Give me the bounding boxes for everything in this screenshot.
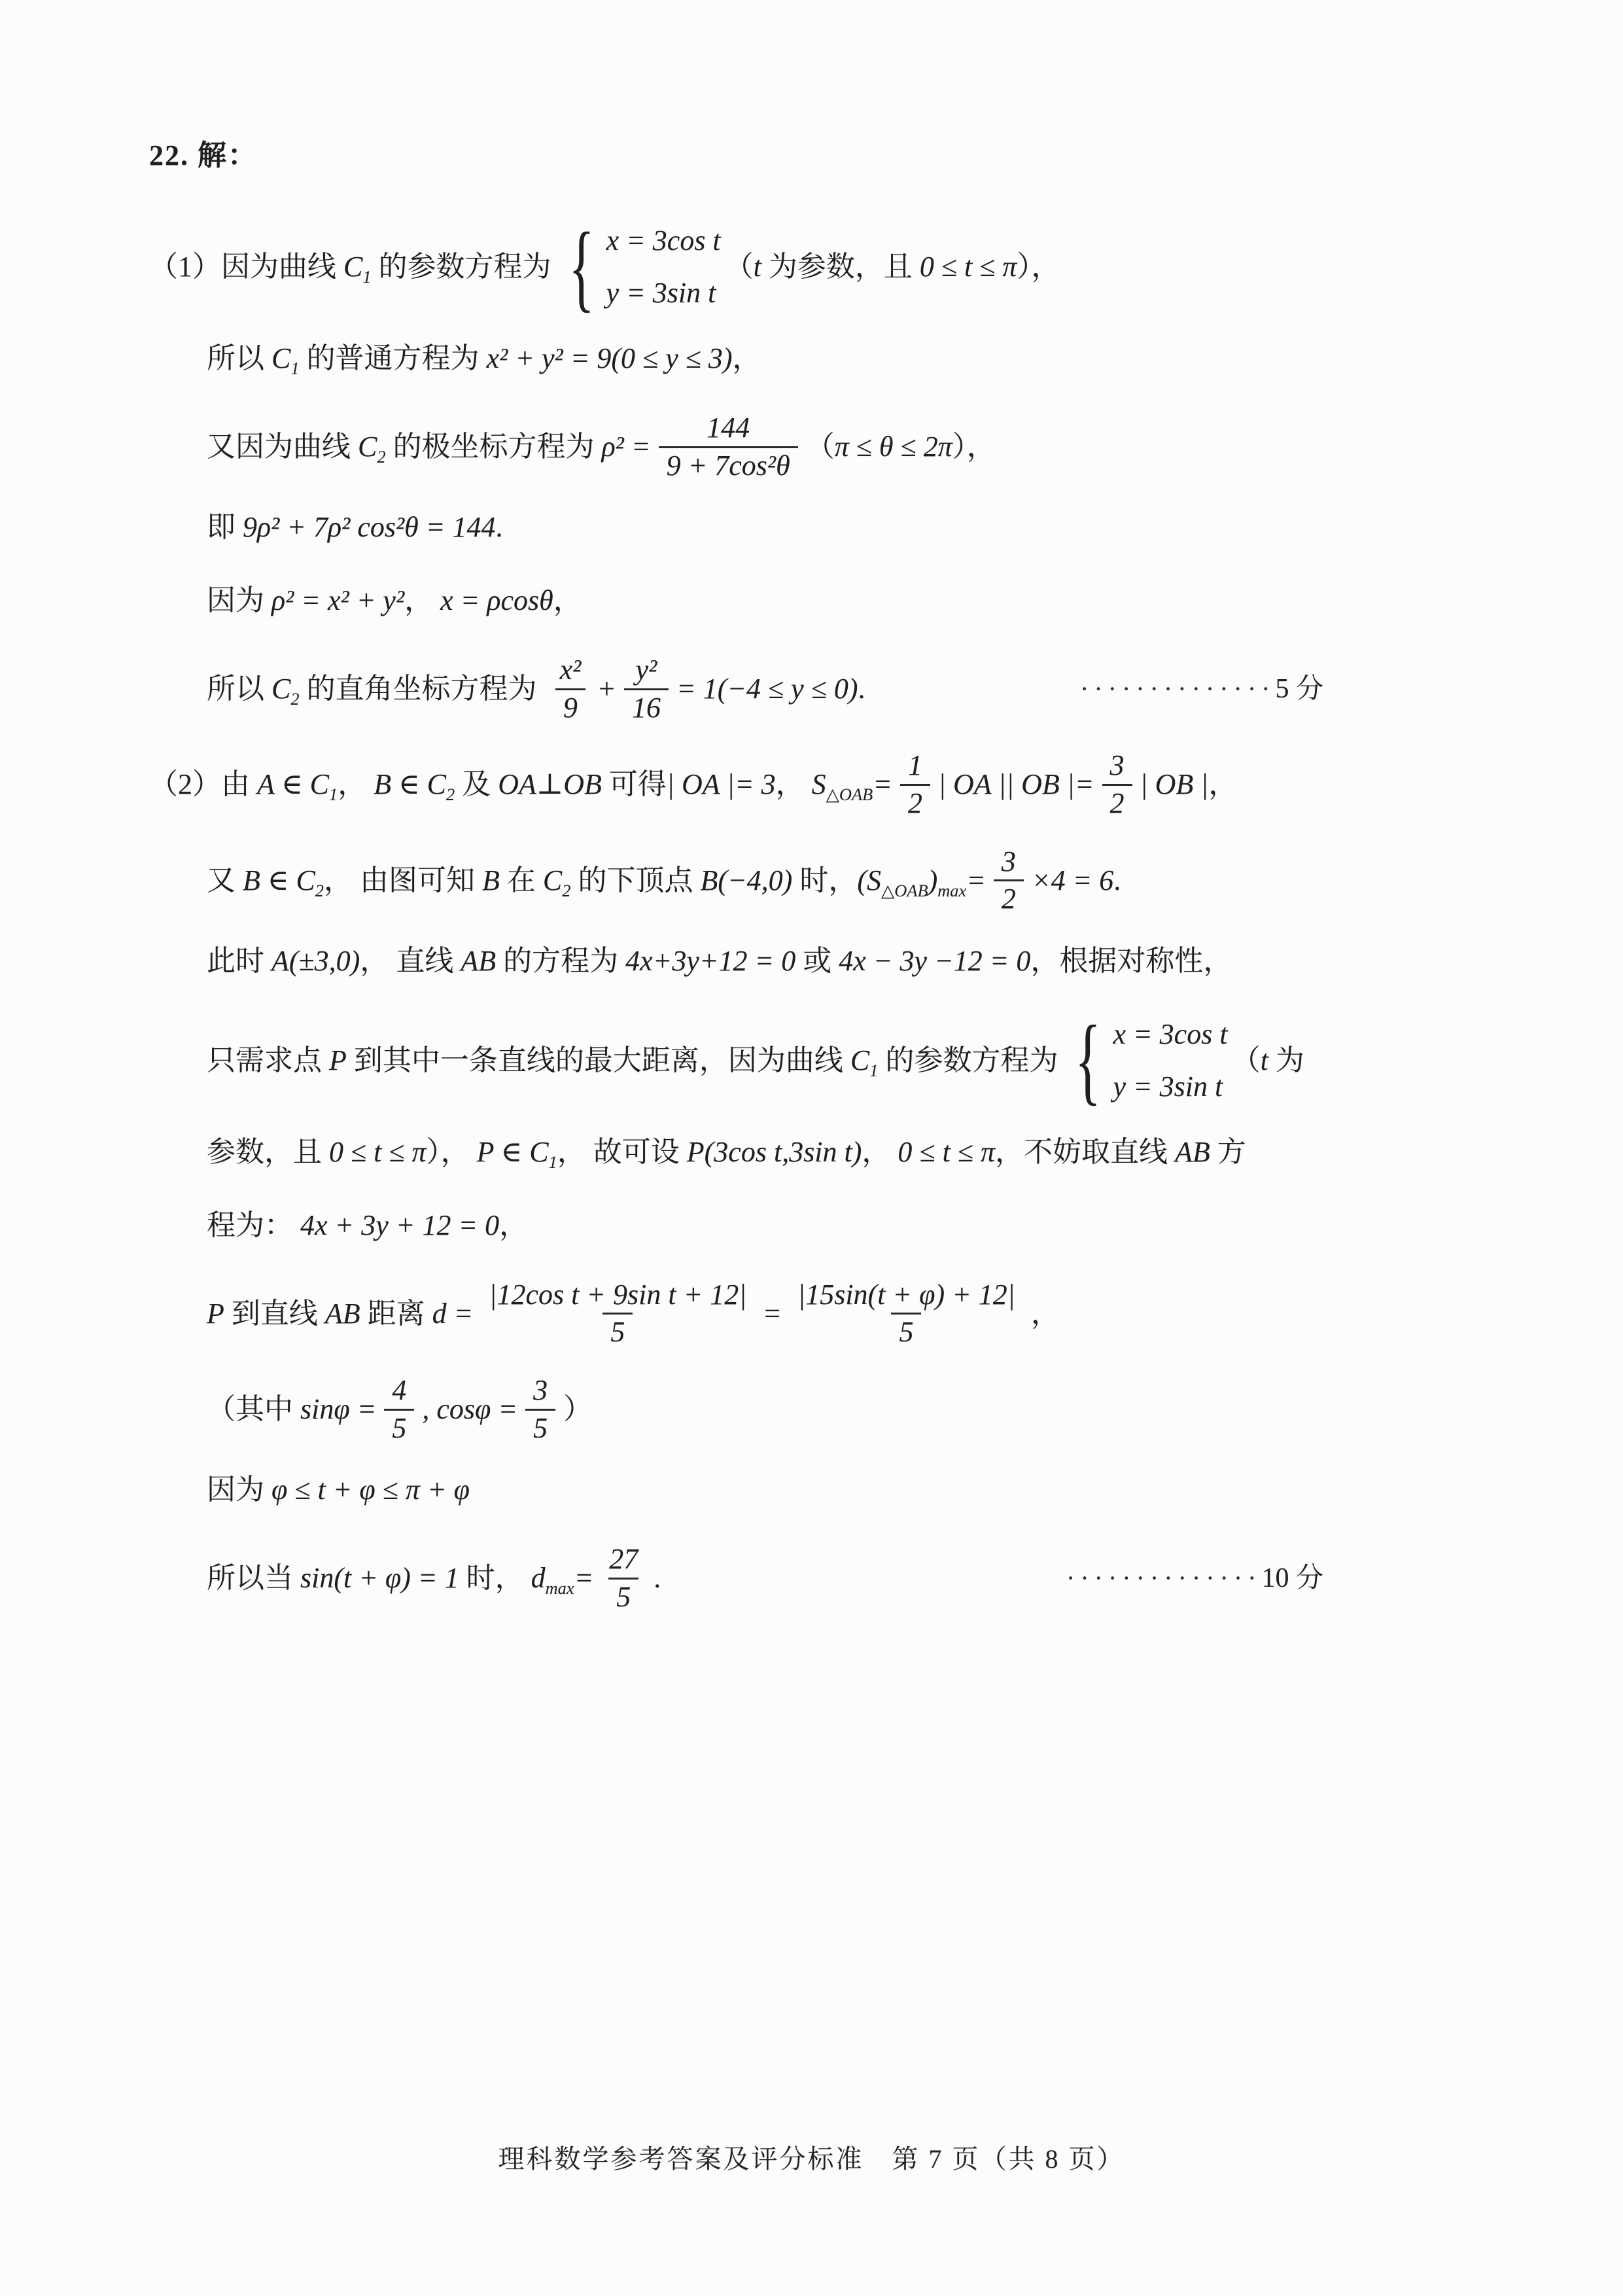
score-mark <box>1080 669 1323 710</box>
math-subscript: 1 <box>362 266 372 287</box>
text-run: ， <box>862 1135 898 1168</box>
dotted-leader: ·············· <box>1080 673 1276 703</box>
text-run: 时， <box>792 864 858 896</box>
text-run: 可得 <box>601 768 667 801</box>
text-run: 因为 <box>207 584 271 617</box>
solution-line <box>207 506 1497 549</box>
text-run: （2）由 <box>149 768 257 801</box>
text-run: ） <box>563 1393 593 1426</box>
math-run: | OB | <box>1140 768 1209 801</box>
fraction-numerator: |15sin(t + φ) + 12| <box>797 1278 1015 1311</box>
math-subscript: 2 <box>446 785 455 805</box>
text-run: ， <box>775 768 812 801</box>
math-run: P <box>329 1044 347 1076</box>
fraction-denominator: 2 <box>900 784 930 822</box>
text-run: 所以 <box>207 342 271 374</box>
math-run: 4x + 3y + 12 = 0 <box>300 1209 500 1241</box>
solution-line <box>207 1373 1497 1446</box>
text-run: 在 <box>499 864 543 896</box>
math-run <box>850 1039 879 1082</box>
math-subscript: 1 <box>869 1060 879 1080</box>
fraction-denominator: 2 <box>1102 784 1132 822</box>
text-run: 即 <box>207 511 243 544</box>
problem-title <box>149 134 1497 177</box>
case-row: x = 3cos t <box>606 224 721 256</box>
fraction <box>481 1277 754 1351</box>
text-run: 的方程为 <box>496 944 626 977</box>
math-subscript: △OAB <box>881 880 928 900</box>
solution-line <box>207 1204 1497 1247</box>
text-run: ， <box>732 342 761 374</box>
math-run <box>271 667 300 711</box>
text-run: （ <box>1231 1044 1261 1076</box>
math-run: AB <box>324 1297 360 1330</box>
math-run: B <box>482 864 500 896</box>
text-run: 的直角坐标方程为 <box>299 673 544 705</box>
fraction <box>659 410 798 484</box>
case-row: y = 3sin t <box>1113 1070 1223 1103</box>
math-run: sinφ = <box>300 1393 377 1426</box>
solution-line <box>207 1131 1497 1174</box>
math-run <box>243 859 324 902</box>
fraction <box>790 1277 1023 1351</box>
text-run: ， <box>404 584 434 617</box>
math-run <box>374 763 455 806</box>
math-var: B ∈ C <box>374 768 446 801</box>
text-run: ）， <box>1017 251 1060 283</box>
math-run: 0 ≤ t ≤ π <box>919 251 1017 283</box>
math-run: | OA || OB |= <box>937 768 1094 801</box>
text-run: 及 <box>455 768 498 801</box>
text-run: . <box>654 1562 661 1595</box>
text-run: ， <box>1208 768 1238 801</box>
text-run: 的普通方程为 <box>299 342 487 374</box>
text-run: 程为： <box>207 1209 300 1241</box>
text-run: ， <box>553 584 582 617</box>
text-run: ， <box>338 768 374 801</box>
fraction-denominator: 16 <box>624 688 669 726</box>
solution-line <box>149 748 1497 821</box>
cases-group <box>1064 1006 1228 1115</box>
text-run: 的参数方程为 <box>371 251 551 283</box>
fraction <box>624 652 669 726</box>
case-row: y = 3sin t <box>606 277 716 309</box>
fraction-numerator: 1 <box>907 749 922 782</box>
text-run: . <box>495 511 503 544</box>
math-run: P <box>207 1297 224 1330</box>
fraction-denominator: 5 <box>384 1409 414 1447</box>
fraction-numerator: 3 <box>1001 845 1016 877</box>
text-run: ， <box>499 1209 529 1241</box>
fraction <box>1102 748 1132 821</box>
math-run: 4x − 3y −12 = 0 <box>839 944 1031 977</box>
math-var: A ∈ C <box>257 768 329 801</box>
math-run: ×4 = 6 <box>1031 864 1114 896</box>
math-run: = <box>574 1562 594 1595</box>
math-subscript: △OAB <box>826 785 873 805</box>
math-run <box>257 763 338 806</box>
fraction <box>900 748 930 821</box>
fraction <box>994 844 1024 917</box>
case-row: x = 3cos t <box>1113 1017 1228 1050</box>
fraction-numerator: 144 <box>707 412 750 444</box>
math-subscript: 1 <box>290 358 300 378</box>
fraction-numerator: x² <box>559 654 582 686</box>
math-var: C <box>271 673 291 705</box>
math-paren: ) <box>928 864 938 896</box>
text-run: 所以当 <box>207 1562 300 1595</box>
footer-text: 理科数学参考答案及评分标准 第 7 页（共 8 页） <box>498 2144 1125 2174</box>
fraction-numerator: |12cos t + 9sin t + 12| <box>489 1278 747 1311</box>
text-run: 时， <box>459 1562 531 1595</box>
text-run: ， <box>1030 1297 1060 1330</box>
math-run: 0 ≤ t ≤ π <box>898 1135 995 1168</box>
text-run: 此时 <box>207 944 271 977</box>
math-var: d <box>531 1562 546 1595</box>
math-run: + <box>597 673 616 705</box>
fraction-numerator: 27 <box>609 1543 638 1576</box>
math-var: C <box>850 1044 870 1076</box>
text-run: 因为 <box>207 1474 271 1506</box>
math-run <box>531 1557 574 1600</box>
math-var: B ∈ C <box>243 864 315 896</box>
solution-line <box>207 1006 1497 1115</box>
score-label: 5 分 <box>1275 673 1323 704</box>
solution-line <box>207 1542 1497 1615</box>
solution-line <box>207 652 1497 726</box>
left-brace-icon: { <box>568 212 595 321</box>
math-run: , cosφ = <box>422 1393 518 1426</box>
math-var: C <box>358 431 377 463</box>
left-brace-icon: { <box>1075 1006 1102 1115</box>
math-run: = <box>966 864 986 896</box>
text-run: 所以 <box>207 673 271 705</box>
math-run: t <box>753 251 761 283</box>
text-run: 到直线 <box>224 1297 325 1330</box>
math-var: C <box>542 864 563 896</box>
math-run: | OA |= 3 <box>666 768 776 801</box>
fraction-denominator: 5 <box>608 1578 638 1616</box>
math-subscript: 1 <box>548 1152 557 1172</box>
math-run: ρ² = x² + y² <box>271 584 405 617</box>
math-run: sin(t + φ) = 1 <box>300 1562 459 1595</box>
math-run: 0 ≤ t ≤ π <box>329 1135 427 1168</box>
math-run <box>543 859 571 902</box>
math-run <box>271 337 300 380</box>
math-run: 9ρ² + 7ρ² cos²θ = 144 <box>243 511 496 544</box>
fraction-denominator: 5 <box>602 1313 633 1351</box>
math-run: 4x+3y+12 = 0 <box>625 944 796 977</box>
math-run: AB <box>461 944 497 977</box>
math-run: B(−4,0) <box>700 864 793 896</box>
text-run: 为参数，且 <box>761 251 920 283</box>
math-subscript: 2 <box>290 689 300 709</box>
cases-rows <box>606 219 721 315</box>
solution-line <box>207 1468 1497 1511</box>
text-run: ）， <box>952 431 996 463</box>
score-mark <box>1066 1558 1323 1599</box>
math-run: x = ρcosθ <box>433 584 553 617</box>
text-run: ）， <box>426 1135 477 1168</box>
text-run: （ <box>805 431 835 463</box>
text-run: （1）因为曲线 <box>149 251 343 283</box>
solution-line <box>207 410 1497 484</box>
math-run: = 1(−4 ≤ y ≤ 0) <box>676 673 858 705</box>
text-run: . <box>858 673 865 705</box>
math-run <box>812 763 873 806</box>
math-run <box>857 859 966 902</box>
math-run: = <box>762 1297 782 1330</box>
text-run: （ <box>724 251 754 283</box>
solution-document <box>149 134 1497 1637</box>
math-run: φ ≤ t + φ ≤ π + φ <box>271 1474 470 1506</box>
fraction <box>552 652 589 726</box>
problem-number-label: 22. 解： <box>149 139 258 171</box>
solution-line <box>149 212 1497 321</box>
fraction-numerator: y² <box>635 654 657 686</box>
text-run: 为 <box>1268 1044 1304 1076</box>
solution-line <box>207 579 1497 622</box>
cases-group <box>558 212 721 321</box>
math-subscript: 2 <box>315 880 324 900</box>
fraction-denominator: 5 <box>525 1409 555 1447</box>
math-var: S <box>811 768 826 801</box>
fraction <box>384 1373 414 1446</box>
page-footer <box>0 2138 1623 2176</box>
math-run <box>477 1131 557 1174</box>
text-run: ，不妨取直线 <box>995 1135 1175 1168</box>
text-run: 距离 <box>360 1297 432 1330</box>
fraction-denominator: 9 + 7cos²θ <box>659 446 798 484</box>
math-var: C <box>343 251 363 283</box>
fraction <box>601 1542 646 1615</box>
math-subscript: 1 <box>329 785 338 805</box>
math-run: d = <box>432 1297 474 1330</box>
text-run: ，根据对称性， <box>1030 944 1232 977</box>
fraction-numerator: 4 <box>392 1373 407 1406</box>
math-run: t <box>1260 1044 1268 1076</box>
fraction <box>525 1373 555 1446</box>
math-var: S <box>866 864 881 896</box>
text-run: 又因为曲线 <box>207 431 358 463</box>
solution-line <box>207 940 1497 983</box>
math-run: P(3cos t,3sin t) <box>686 1135 862 1168</box>
solution-line <box>207 337 1497 380</box>
math-run: AB <box>1175 1135 1210 1168</box>
math-run: OA⊥OB <box>498 768 602 801</box>
math-run: A(±3,0) <box>271 944 360 977</box>
text-run: ， 故可设 <box>557 1135 687 1168</box>
text-run: 的极坐标方程为 <box>385 431 602 463</box>
math-run <box>358 425 386 468</box>
math-run: = <box>873 768 892 801</box>
fraction-numerator: 3 <box>533 1373 548 1406</box>
text-run: 的参数方程为 <box>878 1044 1058 1076</box>
text-run: 的下顶点 <box>570 864 701 896</box>
math-subscript: max <box>545 1578 574 1598</box>
text-run: （其中 <box>207 1393 300 1426</box>
fraction-numerator: 3 <box>1109 749 1125 782</box>
math-paren: ( <box>857 864 867 896</box>
math-subscript: max <box>937 880 967 900</box>
math-run <box>343 245 372 289</box>
math-subscript: 2 <box>377 446 386 467</box>
text-run: 到其中一条直线的最大距离，因为曲线 <box>346 1044 850 1076</box>
cases-rows <box>1113 1013 1227 1108</box>
text-run: 或 <box>795 944 839 977</box>
text-run: ， 由图可知 <box>324 864 482 896</box>
math-run: π ≤ θ ≤ 2π <box>834 431 952 463</box>
score-label: 10 分 <box>1261 1563 1323 1593</box>
text-run: 参数，且 <box>207 1135 329 1168</box>
dotted-leader: ·············· <box>1066 1563 1262 1593</box>
text-run: 又 <box>207 864 243 896</box>
text-run: 只需求点 <box>207 1044 329 1076</box>
fraction-denominator: 2 <box>994 879 1024 917</box>
math-var: P ∈ C <box>476 1135 549 1168</box>
text-run: 方 <box>1210 1135 1246 1168</box>
text-run: ， 直线 <box>360 944 461 977</box>
math-run: x² + y² = 9(0 ≤ y ≤ 3) <box>486 342 733 374</box>
fraction-denominator: 9 <box>555 688 585 726</box>
solution-line <box>207 1277 1497 1351</box>
solution-line <box>207 844 1497 917</box>
math-run: ρ² = <box>601 431 651 463</box>
fraction-denominator: 5 <box>891 1313 921 1351</box>
math-var: C <box>271 342 291 374</box>
math-subscript: 2 <box>562 880 571 900</box>
text-run: . <box>1113 864 1121 896</box>
